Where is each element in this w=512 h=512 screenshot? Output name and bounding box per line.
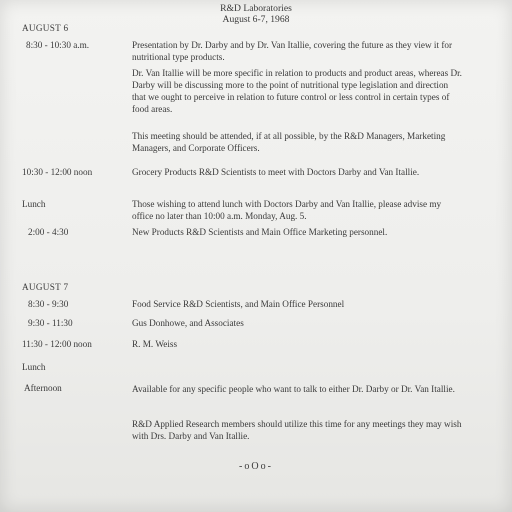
paragraph-aug7-3: R. M. Weiss — [132, 339, 178, 349]
time-aug7-lunch: Lunch — [22, 362, 46, 372]
day-heading-aug7: AUGUST 7 — [22, 282, 69, 292]
paragraph-aug7-1: Food Service R&D Scientists, and Main Office Personnel — [132, 299, 345, 309]
time-aug6-lunch: Lunch — [22, 199, 46, 209]
paragraph-aug7-afternoon-a: Available for any specific people who want to talk to either Dr. Darby or Dr. Van Itallie. — [132, 384, 455, 394]
time-aug6-4: 2:00 - 4:30 — [28, 227, 69, 237]
time-aug7-2: 9:30 - 11:30 — [28, 318, 73, 328]
time-aug7-1: 8:30 - 9:30 — [28, 299, 69, 309]
header-lab-name: R&D Laboratories — [220, 3, 292, 14]
paragraph-aug7-2: Gus Donhowe, and Associates — [132, 318, 244, 328]
time-aug7-3: 11:30 - 12:00 noon — [22, 339, 92, 349]
time-aug6-1: 8:30 - 10:30 a.m. — [26, 40, 90, 50]
paragraph-aug6-lunch: Those wishing to attend lunch with Doctors Darby and Van Itallie, please advise my office no later than 10:00 a.m. Monday, Aug. 5. — [132, 199, 442, 221]
time-aug6-2: 10:30 - 12:00 noon — [22, 167, 93, 177]
time-aug7-afternoon: Afternoon — [24, 383, 62, 393]
end-marker: -oOo- — [239, 461, 273, 472]
paragraph-aug6-1b: Dr. Van Itallie will be more specific in relation to products and product areas, whereas Dr. Darby will be discussing more to the point of nutritional type legislation and direction that we ought to perceive in relation to future control or less control in certain types of food areas. — [132, 68, 462, 114]
paragraph-aug6-2: Grocery Products R&D Scientists to meet with Doctors Darby and Van Itallie. — [132, 167, 420, 177]
day-heading-aug6: AUGUST 6 — [22, 23, 69, 33]
paragraph-aug7-afternoon-b: R&D Applied Research members should utilize this time for any meetings they may wish with Drs. Darby and Van Itallie. — [132, 419, 462, 441]
paragraph-aug6-4: New Products R&D Scientists and Main Office Marketing personnel. — [132, 227, 388, 237]
paragraph-aug6-1a: Presentation by Dr. Darby and by Dr. Van Itallie, covering the future as they view it for nutritional type products. — [132, 40, 453, 62]
header-date: August 6-7, 1968 — [222, 14, 290, 25]
paragraph-aug6-1c: This meeting should be attended, if at all possible, by the R&D Managers, Marketing Managers, and Corporate Officers. — [132, 131, 446, 153]
